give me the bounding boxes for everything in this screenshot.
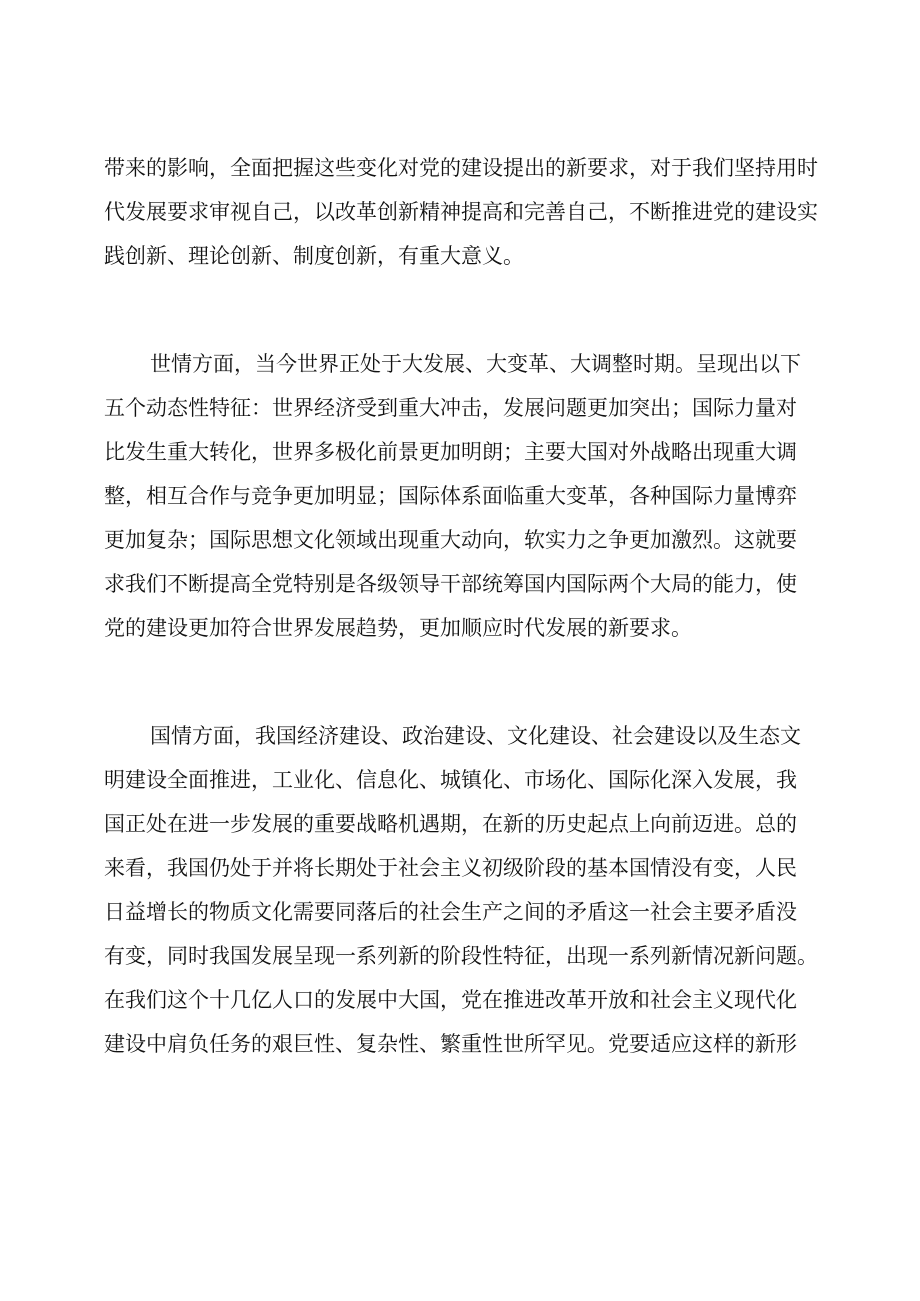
paragraph-line: 带来的影响，全面把握这些变化对党的建设提出的新要求，对于我们坚持用时 bbox=[104, 156, 818, 180]
paragraph-line: 有变，同时我国发展呈现一系列新的阶段性特征，出现一系列新情况新问题。 bbox=[104, 944, 818, 968]
paragraph-line: 五个动态性特征：世界经济受到重大冲击，发展问题更加突出；国际力量对 bbox=[104, 396, 797, 420]
document-body bbox=[104, 146, 828, 1066]
paragraph-line: 求我们不断提高全党特别是各级领导干部统筹国内国际两个大局的能力，使 bbox=[104, 572, 797, 596]
paragraph-line: 国情方面，我国经济建设、政治建设、文化建设、社会建设以及生态文 bbox=[150, 724, 801, 748]
paragraph-line: 在我们这个十几亿人口的发展中大国，党在推进改革开放和社会主义现代化 bbox=[104, 988, 797, 1012]
paragraph-line: 日益增长的物质文化需要同落后的社会生产之间的矛盾这一社会主要矛盾没 bbox=[104, 900, 797, 924]
paragraph-line: 比发生重大转化，世界多极化前景更加明朗；主要大国对外战略出现重大调 bbox=[104, 440, 797, 464]
paragraph-1 bbox=[104, 146, 828, 278]
paragraph-line: 践创新、理论创新、制度创新，有重大意义。 bbox=[104, 244, 524, 268]
paragraph-line: 整，相互合作与竞争更加明显；国际体系面临重大变革，各种国际力量博弈 bbox=[104, 484, 797, 508]
paragraph-line: 建设中肩负任务的艰巨性、复杂性、繁重性世所罕见。党要适应这样的新形 bbox=[104, 1032, 797, 1056]
paragraph-line: 世情方面，当今世界正处于大发展、大变革、大调整时期。呈现出以下 bbox=[150, 352, 801, 376]
paragraph-line: 更加复杂；国际思想文化领域出现重大动向，软实力之争更加激烈。这就要 bbox=[104, 528, 797, 552]
paragraph-3 bbox=[104, 714, 828, 1066]
paragraph-line: 明建设全面推进，工业化、信息化、城镇化、市场化、国际化深入发展，我 bbox=[104, 768, 797, 792]
paragraph-line: 国正处在进一步发展的重要战略机遇期，在新的历史起点上向前迈进。总的 bbox=[104, 812, 797, 836]
paragraph-line: 代发展要求审视自己，以改革创新精神提高和完善自己，不断推进党的建设实 bbox=[104, 200, 818, 224]
paragraph-2 bbox=[104, 342, 828, 650]
paragraph-line: 党的建设更加符合世界发展趋势，更加顺应时代发展的新要求。 bbox=[104, 616, 692, 640]
paragraph-line: 来看，我国仍处于并将长期处于社会主义初级阶段的基本国情没有变，人民 bbox=[104, 856, 797, 880]
